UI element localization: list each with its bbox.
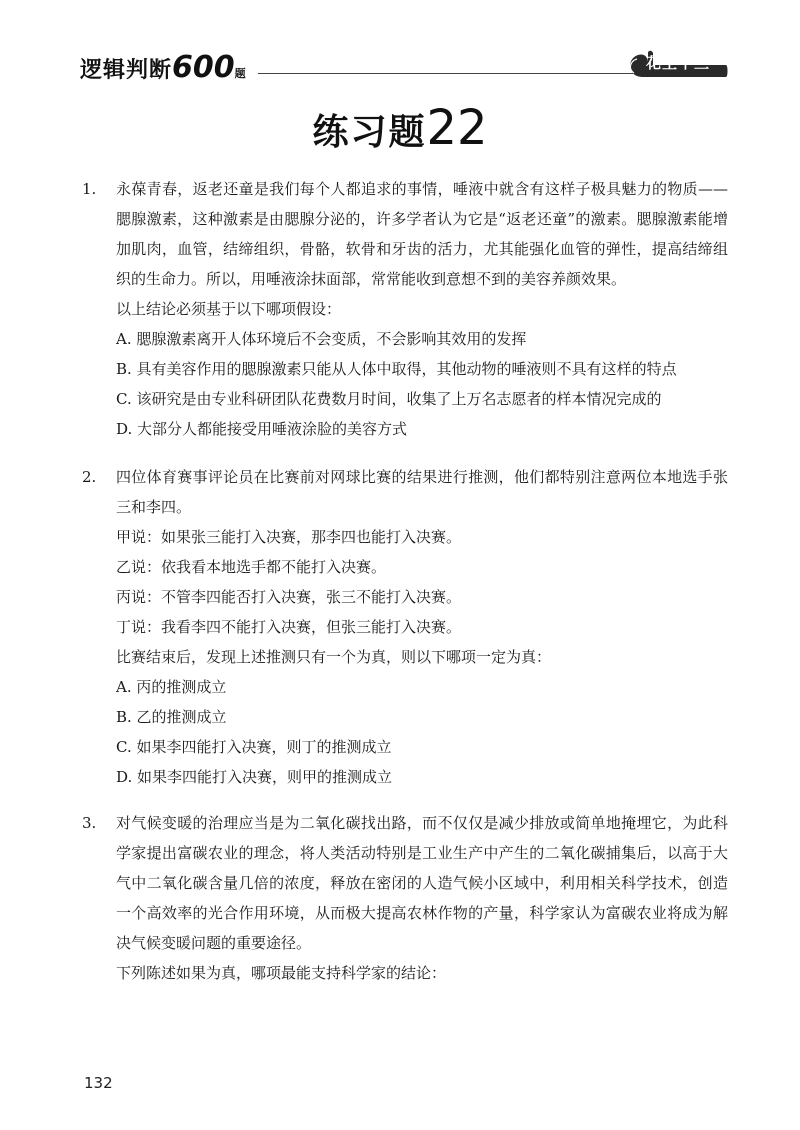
question-number: 1.: [82, 180, 97, 198]
question-stem: [82, 462, 728, 522]
question-number: 3.: [82, 814, 97, 832]
question-prompt: 比赛结束后，发现上述推测只有一个为真，则以下哪项一定为真：: [116, 648, 552, 666]
questions-content: [82, 174, 728, 988]
question-spacer: [82, 792, 728, 808]
option-b: B. 具有美容作用的腮腺激素只能从人体中取得，其他动物的唾液则不具有这样的特点: [116, 360, 677, 378]
book-title-text: 逻辑判断: [80, 58, 173, 83]
book-title-number: 600: [172, 50, 235, 85]
book-title-suffix: 题: [234, 67, 247, 80]
statement-ding: 丁说：我看李四不能打入决赛，但张三能打入决赛。: [116, 618, 462, 636]
statement-yi: 乙说：依我看本地选手都不能打入决赛。: [116, 558, 387, 576]
statement-jia: 甲说：如果张三能打入决赛，那李四也能打入决赛。: [116, 528, 462, 546]
question-text: 永葆青春，返老还童是我们每个人都追求的事情，唾液中就含有这样子极具魅力的物质——腮腺激素，这种激素是由腮腺分泌的，许多学者认为它是“返老还童”的激素。腮腺激素能增加肌肉，血管，结缔组织，骨骼，软骨和牙齿的活力，尤其能强化血管的弹性，提高结缔组织的生命力。所以，用唾液涂抹面部，常常能收到意想不到的美容养颜效果。: [116, 180, 728, 288]
option-b: B. 乙的推测成立: [116, 708, 227, 726]
page-header: [80, 40, 730, 90]
question-spacer: [82, 444, 728, 462]
question-prompt: 下列陈述如果为真，哪项最能支持科学家的结论：: [116, 964, 447, 982]
option-c: C. 如果李四能打入决赛，则丁的推测成立: [116, 738, 392, 756]
statement-bing: 丙说：不管李四能否打入决赛，张三不能打入决赛。: [116, 588, 462, 606]
question-stem: [82, 174, 728, 294]
option-d: D. 大部分人都能接受用唾液涂脸的美容方式: [116, 420, 408, 438]
question-1: [82, 174, 728, 444]
page-title-text: 练习题: [312, 112, 427, 153]
question-text: 四位体育赛事评论员在比赛前对网球比赛的结果进行推测，他们都特别注意两位本地选手张三和李四。: [116, 468, 728, 516]
page-number: 132: [84, 1074, 113, 1092]
question-number: 2.: [82, 468, 97, 486]
question-2: [82, 462, 728, 792]
question-stem: [82, 808, 728, 958]
option-a: A. 腮腺激素离开人体环境后不会变质，不会影响其效用的发挥: [116, 330, 527, 348]
question-prompt: 以上结论必须基于以下哪项假设：: [116, 300, 342, 318]
option-d: D. 如果李四能打入决赛，则甲的推测成立: [116, 768, 393, 786]
question-3: [82, 808, 728, 988]
question-text: 对气候变暖的治理应当是为二氧化碳找出路，而不仅仅是减少排放或简单地掩埋它，为此科学家提出富碳农业的理念，将人类活动特别是工业生产中产生的二氧化碳捕集后，以高于大气中二氧化碳含量几倍的浓度，释放在密闭的人造气候小区域中，利用相关科学技术，创造一个高效率的光合作用环境，从而极大提高农林作物的产量，科学家认为富碳农业将成为解决气候变暖问题的重要途径。: [116, 814, 728, 952]
page-title: [0, 100, 800, 156]
option-a: A. 丙的推测成立: [116, 678, 227, 696]
book-title: [80, 50, 247, 85]
page-title-number: 22: [426, 100, 488, 156]
option-c: C. 该研究是由专业科研团队花费数月时间，收集了上万名志愿者的样本情况完成的: [116, 390, 662, 408]
author-logo-text: 花生十三: [646, 54, 711, 72]
